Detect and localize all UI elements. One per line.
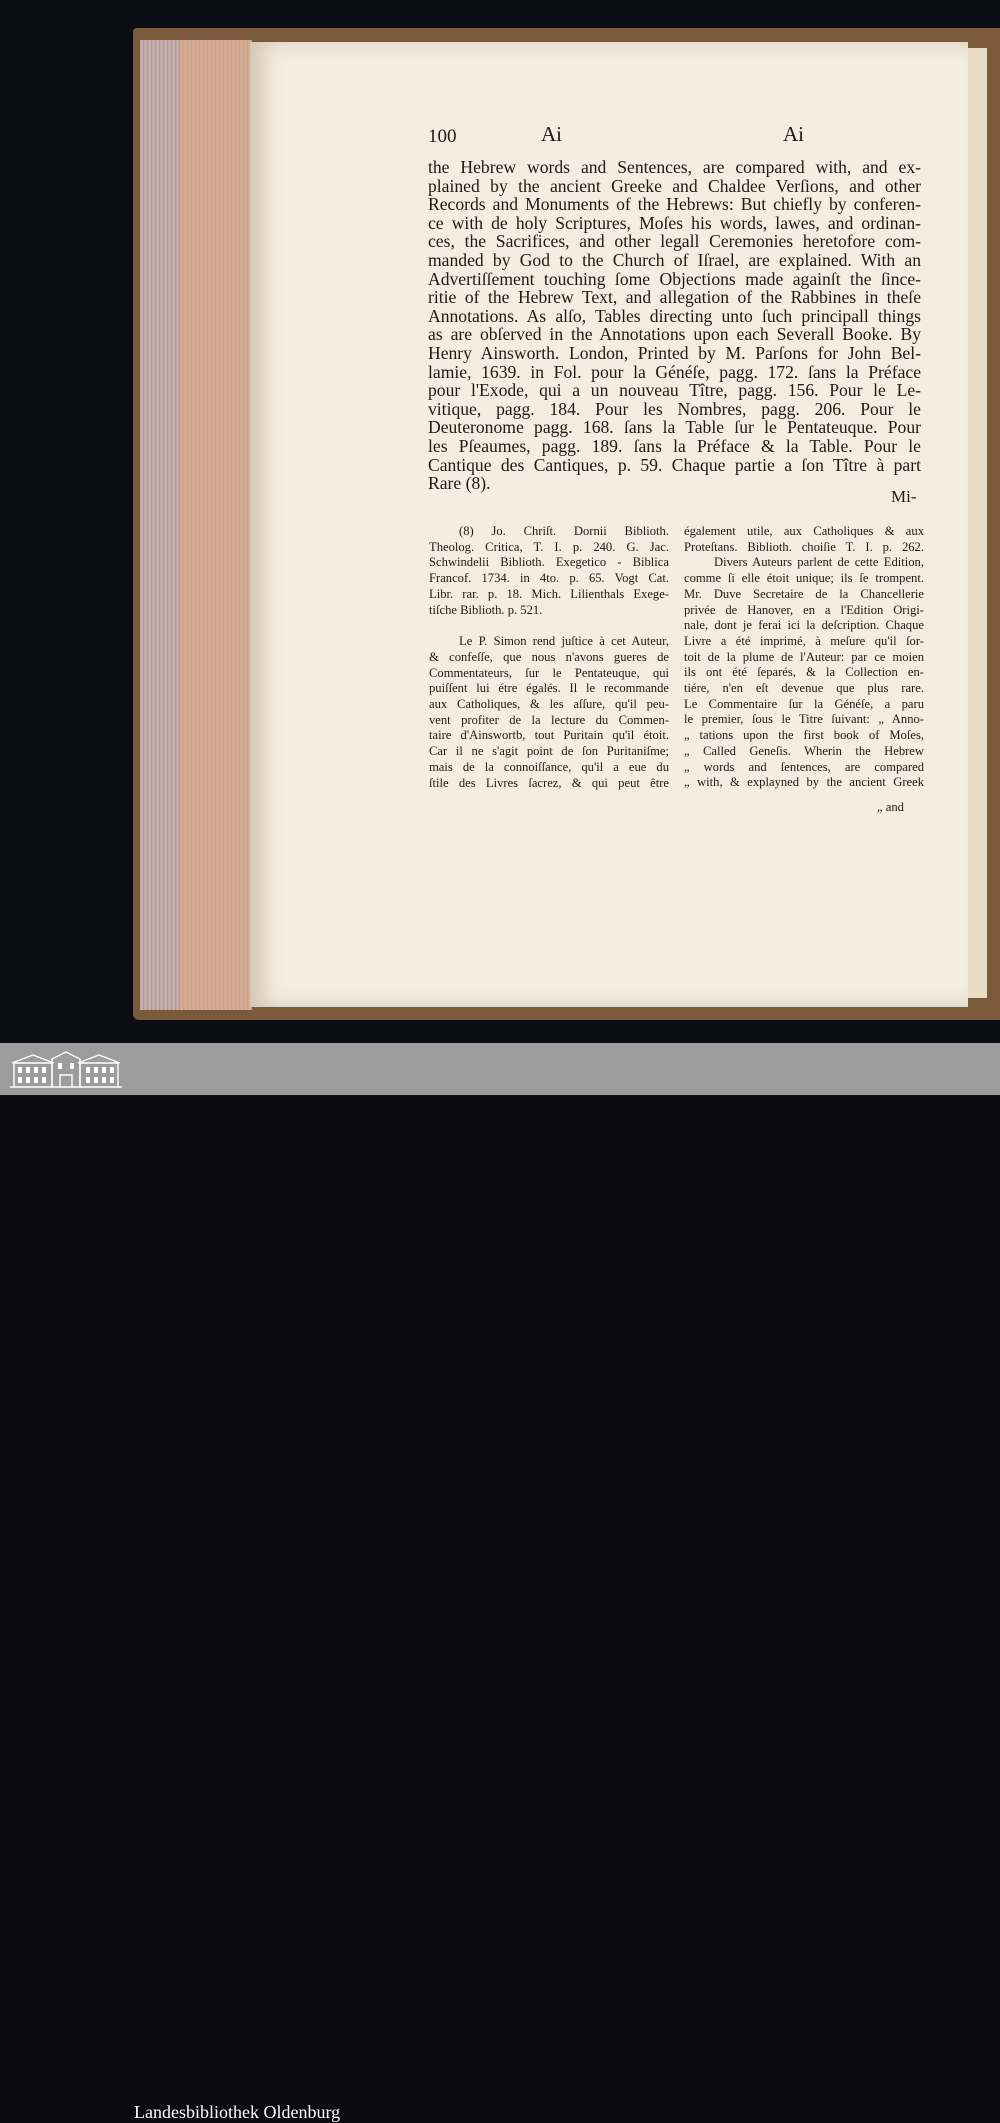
page-number: 100 [428, 126, 457, 147]
running-head-left: Ai [541, 122, 562, 146]
page-edges-marbled [140, 40, 180, 1010]
column-line: Commentateurs, ſur le Pentateuque, qui [429, 665, 669, 680]
footnote-line: Schwindelii Biblioth. Exegetico - Biblica [429, 555, 669, 570]
column-line: toit de la plume de l'Auteur: par ce moien [684, 649, 924, 664]
text-line: manded by God to the Church of Iſrael, are explained. With an [428, 249, 921, 270]
text-line: Henry Ainsworth. London, Printed by M. Parſons for John Bel- [428, 342, 921, 363]
column-gap [429, 618, 669, 634]
column-line: aux Catholiques, & les aſſure, qu'il peu- [429, 697, 669, 712]
library-building-icon [8, 1049, 124, 1089]
text-line: pour l'Exode, qui a un nouveau Tître, pagg. 156. Pour le Le- [428, 380, 921, 401]
column-line: privée de Hanover, en a l'Edition Origi- [684, 602, 924, 617]
scan-background [0, 0, 1000, 1043]
column-line: nale, dont je ferai ici la deſcription. Chaque [684, 618, 924, 633]
column-line: puiſſent lui étre égalés. Il le recommande [429, 681, 669, 696]
text-line: Records and Monuments of the Hebrews: But chiefly by conferen- [428, 194, 921, 215]
column-line: Proteſtans. Biblioth. choiſie T. I. p. 262. [684, 539, 924, 554]
footnote-line: (8) Jo. Chriſt. Dornii Biblioth. [459, 524, 669, 538]
text-line: ce with de holy Scriptures, Moſes his words, lawes, and ordinan- [428, 212, 921, 233]
column-line: & confeſſe, que nous n'avons gueres de [429, 649, 669, 664]
footnote-line: Francof. 1734. in 4to. p. 65. Vogt Cat. [429, 571, 669, 586]
catchword-column: „ and [877, 800, 904, 814]
running-head-right: Ai [783, 122, 804, 146]
column-line: ils ont été ſeparés, & la Collection en- [684, 665, 924, 680]
column-line: taire d'Ainswortb, tout Puritain qu'il étoit. [429, 728, 669, 743]
library-name: Landesbibliothek Oldenburg [134, 2102, 341, 2122]
text-line: plained by the ancient Greeke and Chaldee Verſions, and other [428, 175, 921, 196]
text-line: ces, the Sacrifices, and other legall Ceremonies heretofore com- [428, 231, 921, 252]
column-line: „ words and ſentences, are compared [684, 759, 924, 774]
left-column [429, 524, 669, 791]
footnote-line: Theolog. Critica, T. I. p. 240. G. Jac. [429, 539, 669, 554]
column-line: également utile, aux Catholiques & aux [684, 524, 924, 538]
text-line: lamie, 1639. in Fol. pour la Généſe, pagg. 172. ſans la Préface [428, 361, 921, 382]
text-line: as are obſerved in the Annotations upon each Severall Booke. By [428, 324, 921, 345]
text-line: the Hebrew words and Sentences, are compared with, and ex- [428, 157, 921, 177]
text-line: Rare (8). [428, 473, 491, 494]
column-line: comme ſi elle étoit unique; ils ſe trompent. [684, 571, 924, 586]
catchword-main: Mi- [891, 487, 917, 506]
column-line: Car il ne s'agit point de ſon Puritaniſme; [429, 744, 669, 759]
right-column [684, 524, 924, 791]
footer-bar [0, 1043, 1000, 2122]
main-text-block [428, 158, 921, 493]
column-line: „ tations upon the first book of Moſes, [684, 728, 924, 743]
footnote-line: tiſche Biblioth. p. 521. [429, 602, 543, 617]
text-line: Annotations. As alſo, Tables directing unto ſuch principall things [428, 305, 921, 326]
next-page-edge [966, 48, 987, 998]
column-line: le premier, ſous le Titre ſuivant: „ Anno- [684, 712, 924, 727]
text-line: Advertiſſement touching ſome Objections made againſt the ſince- [428, 268, 921, 289]
column-line: Le Commentaire ſur la Généſe, a paru [684, 696, 924, 711]
column-line: Divers Auteurs parlent de cette Edition, [714, 555, 924, 570]
column-line: Mr. Duve Secretaire de la Chancellerie [684, 586, 924, 601]
text-line: les Pſeaumes, pagg. 189. ſans la Préface & la Table. Pour le [428, 435, 921, 456]
text-line: Cantique des Cantiques, p. 59. Chaque partie a ſon Tître à part [428, 454, 921, 475]
column-line: „ Called Geneſis. Wherin the Hebrew [684, 743, 924, 758]
column-line: vent profiter de la lecture du Commen- [429, 712, 669, 727]
column-line: mais de la connoiſſance, qu'il a eue du [429, 759, 669, 774]
column-line: Le P. Simon rend juſtice à cet Auteur, [459, 634, 669, 649]
footnote-line: Libr. rar. p. 18. Mich. Lilienthals Exege- [429, 586, 669, 601]
column-line: tiére, n'en eſt devenue que plus rare. [684, 681, 924, 696]
column-line: ſtile des Livres ſacrez, & qui peut être [429, 775, 669, 790]
text-line: vitique, pagg. 184. Pour les Nombres, pagg. 206. Pour le [428, 398, 921, 419]
column-line: Livre a été imprimé, à meſure qu'il ſor- [684, 633, 924, 648]
column-line: „ with, & explayned by the ancient Greek [684, 775, 924, 790]
text-line: ritie of the Hebrew Text, and allegation of the Rabbines in theſe [428, 287, 921, 308]
text-line: Deuteronome pagg. 168. ſans la Table ſur le Pentateuque. Pour [428, 417, 921, 438]
